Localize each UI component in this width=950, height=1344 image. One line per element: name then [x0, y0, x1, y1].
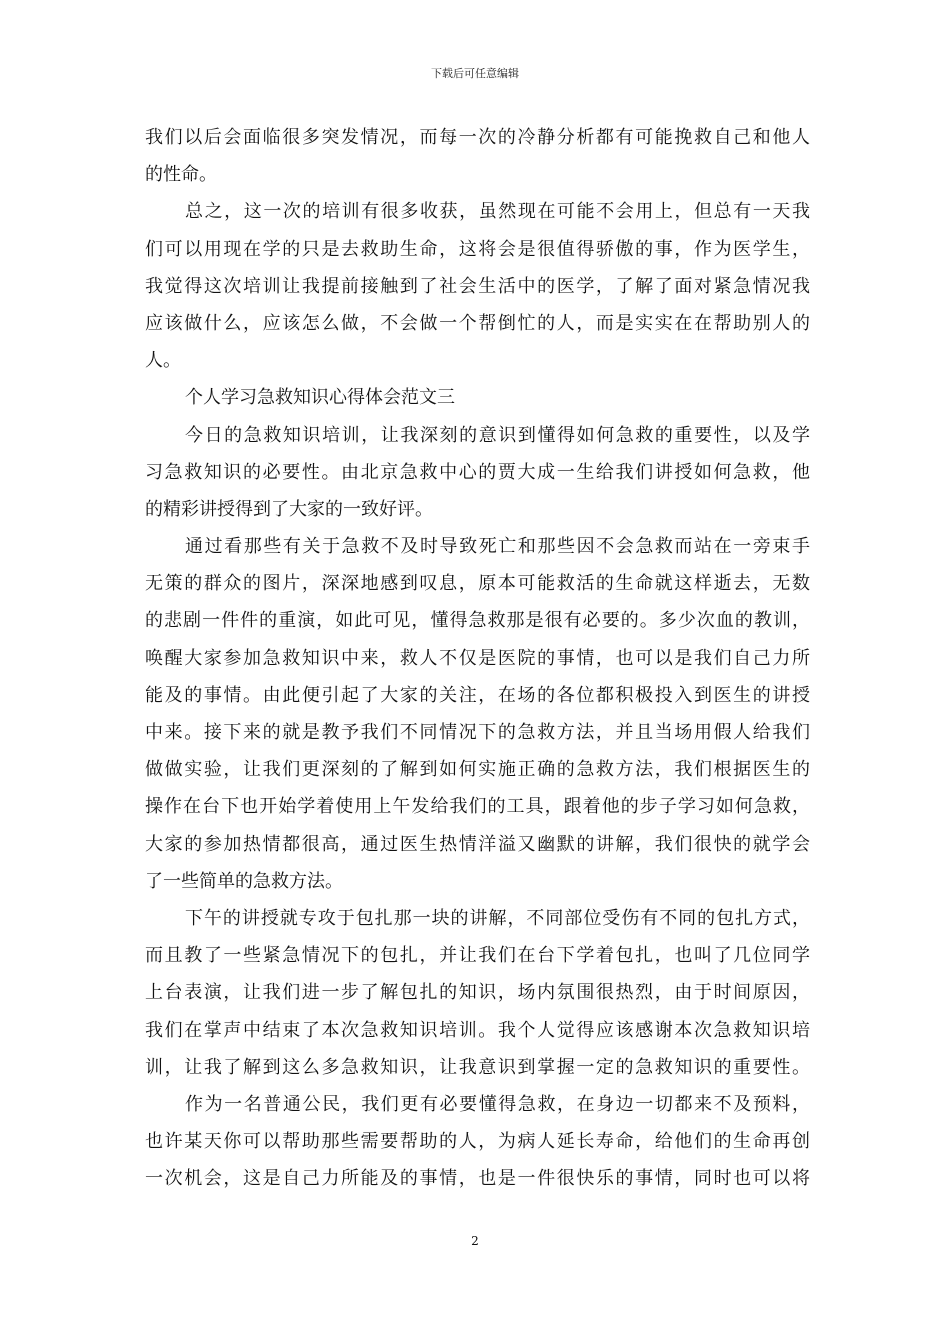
text-line: 大家的参加热情都很高，通过医生热情洋溢又幽默的讲解，我们很快的就学会	[145, 833, 810, 855]
text-line: 无策的群众的图片，深深地感到叹息，原本可能救活的生命就这样逝去，无数	[145, 573, 810, 595]
text-line: 我们以后会面临很多突发情况，而每一次的冷静分析都有可能挽救自己和他人	[145, 127, 810, 148]
paragraph-first-line: 今日的急救知识培训，让我深刻的意识到懂得如何急救的重要性，以及学	[185, 424, 810, 446]
section-heading: 个人学习急救知识心得体会范文三	[185, 387, 455, 409]
text-line: 唤醒大家参加急救知识中来，救人不仅是医院的事情，也可以是我们自己力所	[145, 647, 810, 669]
text-line: 做做实验，让我们更深刻的了解到如何实施正确的急救方法，我们根据医生的	[145, 759, 810, 781]
text-line: 我们在掌声中结束了本次急救知识培训。我个人觉得应该感谢本次急救知识培	[145, 1019, 810, 1041]
text-line: 的悲剧一件件的重演，如此可见，懂得急救那是很有必要的。多少次血的教训，	[145, 610, 810, 632]
text-line: 也许某天你可以帮助那些需要帮助的人，为病人延长寿命，给他们的生命再创	[145, 1131, 810, 1153]
page-number: 2	[471, 1234, 479, 1248]
text-line: 习急救知识的必要性。由北京急救中心的贾大成一生给我们讲授如何急救，他	[145, 461, 810, 483]
text-line: 一次机会，这是自己力所能及的事情，也是一件很快乐的事情，同时也可以将	[145, 1168, 810, 1190]
text-line: 我觉得这次培训让我提前接触到了社会生活中的医学，了解了面对紧急情况我	[145, 275, 810, 297]
text-line: 能及的事情。由此便引起了大家的关注，在场的各位都积极投入到医生的讲授	[145, 684, 810, 706]
text-line: 而且教了一些紧急情况下的包扎，并让我们在台下学着包扎，也叫了几位同学	[145, 945, 810, 967]
text-line: 们可以用现在学的只是去救助生命，这将会是很值得骄傲的事，作为医学生，	[145, 238, 810, 260]
text-line: 的性命。	[145, 164, 217, 186]
paragraph-first-line: 总之，这一次的培训有很多收获，虽然现在可能不会用上，但总有一天我	[185, 201, 810, 223]
paragraph-first-line: 作为一名普通公民，我们更有必要懂得急救，在身边一切都来不及预料，	[185, 1093, 810, 1115]
document-body	[145, 119, 810, 1197]
text-line: 上台表演，让我们进一步了解包扎的知识，场内氛围很热烈，由于时间原因，	[145, 982, 810, 1004]
paragraph-first-line: 下午的讲授就专攻于包扎那一块的讲解，不同部位受伤有不同的包扎方式，	[185, 907, 810, 929]
page-header: 下载后可任意编辑	[431, 67, 519, 80]
text-line: 中来。接下来的就是教予我们不同情况下的急救方法，并且当场用假人给我们	[145, 722, 810, 743]
text-line: 操作在台下也开始学着使用上午发给我们的工具，跟着他的步子学习如何急救，	[145, 796, 810, 818]
text-line: 训，让我了解到这么多急救知识，让我意识到掌握一定的急救知识的重要性。	[145, 1056, 810, 1078]
paragraph-first-line: 通过看那些有关于急救不及时导致死亡和那些因不会急救而站在一旁束手	[185, 536, 810, 558]
text-line: 了一些简单的急救方法。	[145, 870, 343, 892]
text-line: 人。	[145, 350, 181, 372]
text-line: 应该做什么，应该怎么做，不会做一个帮倒忙的人，而是实实在在帮助别人的	[145, 312, 810, 334]
text-line: 的精彩讲授得到了大家的一致好评。	[145, 498, 433, 520]
